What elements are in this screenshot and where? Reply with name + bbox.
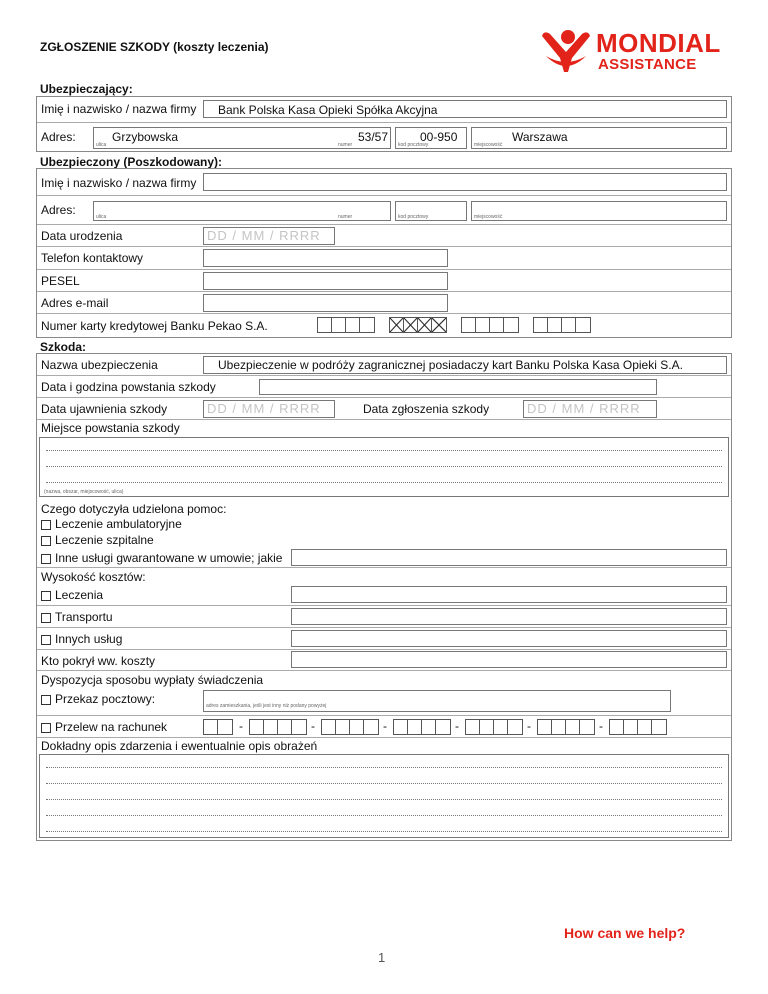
city-hint: miejscowość [474, 142, 503, 148]
account-digits-block-1[interactable] [249, 719, 307, 735]
insured-street-field[interactable] [93, 201, 391, 221]
insurer-address-row [37, 123, 731, 153]
postcode-hint: kod pocztowy [398, 214, 429, 220]
bank-transfer-label: Przelew na rachunek [55, 720, 168, 734]
cost-other-field[interactable] [291, 630, 727, 647]
payer-row [37, 650, 731, 671]
insured-frame [36, 168, 732, 338]
dotted-line [46, 783, 722, 784]
dotted-line [46, 466, 722, 467]
payout-label: Dyspozycja sposobu wypłaty świadczenia [41, 673, 264, 687]
section-insured: Ubezpieczony (Poszkodowany): [40, 155, 223, 169]
dotted-line [46, 767, 722, 768]
claim-place-field[interactable] [39, 437, 729, 497]
insurer-postcode-value: 00-950 [420, 130, 458, 144]
insured-postcode-field[interactable] [395, 201, 467, 221]
account-separator: - [455, 719, 459, 733]
payer-label: Kto pokrył ww. koszty [41, 654, 156, 668]
other-services-field[interactable] [291, 549, 727, 566]
card-row [37, 314, 731, 339]
insurer-frame [36, 96, 732, 152]
insurer-postcode-field[interactable] [395, 127, 467, 149]
insured-city-field[interactable] [471, 201, 727, 221]
description-label: Dokładny opis zdarzenia i ewentualnie opis obrażeń [41, 739, 318, 753]
insurance-name-field[interactable] [203, 356, 727, 374]
card-digits-group-4[interactable] [533, 317, 591, 333]
claim-datetime-field[interactable] [259, 379, 657, 395]
other-services-checkbox[interactable] [41, 554, 51, 564]
claim-place-hint: (nazwa, obszar, miejscowość, ulica) [44, 489, 124, 495]
form-title: ZGŁOSZENIE SZKODY (koszty leczenia) [40, 40, 269, 54]
account-digits-block-2[interactable] [321, 719, 379, 735]
postal-address-field[interactable] [203, 690, 671, 712]
disclosure-date-field[interactable]: DD / MM / RRRR [203, 400, 335, 418]
email-field[interactable] [203, 294, 448, 312]
cost-treatment-label: Leczenia [55, 588, 104, 602]
account-digits-block-4[interactable] [465, 719, 523, 735]
cost-other-label: Innych usług [55, 632, 123, 646]
insurer-name-row [37, 97, 731, 123]
insured-name-field[interactable] [203, 173, 727, 191]
birth-label: Data urodzenia [41, 229, 123, 243]
logo-text-mondial: MONDIAL [596, 28, 721, 58]
insurer-address-label: Adres: [41, 130, 76, 144]
postal-order-label: Przekaz pocztowy: [55, 692, 156, 706]
account-separator: - [383, 719, 387, 733]
insured-address-label: Adres: [41, 203, 76, 217]
email-row [37, 292, 731, 314]
phone-row [37, 247, 731, 270]
insurer-name-field[interactable] [203, 100, 727, 118]
bank-transfer-checkbox[interactable] [41, 723, 51, 733]
account-digits-check[interactable] [203, 719, 233, 735]
dotted-line [46, 831, 722, 832]
description-field[interactable] [39, 754, 729, 838]
insurer-street-value: Grzybowska [112, 130, 179, 144]
dotted-line [46, 815, 722, 816]
street-hint: ulica [96, 214, 107, 220]
cost-treatment-checkbox[interactable] [41, 591, 51, 601]
card-digits-group-1[interactable] [317, 317, 375, 333]
account-digits-block-6[interactable] [609, 719, 667, 735]
insured-name-row [37, 169, 731, 196]
insurer-street-field[interactable] [93, 127, 391, 149]
other-services-row [37, 547, 731, 568]
street-hint: ulica [96, 142, 107, 148]
claim-place-label: Miejsce powstania szkody [41, 421, 180, 435]
pesel-label: PESEL [41, 274, 80, 288]
insurance-name-label: Nazwa ubezpieczenia [41, 358, 158, 372]
insurer-name-label: Imię i nazwisko / nazwa firmy [41, 102, 197, 116]
assist-label: Czego dotyczyła udzielona pomoc: [41, 502, 227, 516]
postcode-hint: kod pocztowy [398, 142, 429, 148]
account-separator: - [599, 719, 603, 733]
birth-date-field[interactable]: DD / MM / RRRR [203, 227, 335, 245]
cost-transport-label: Transportu [55, 610, 113, 624]
dotted-line [46, 482, 722, 483]
section-insurer: Ubezpieczający: [40, 82, 133, 96]
insurer-city-field[interactable] [471, 127, 727, 149]
logo-text-assistance: ASSISTANCE [598, 56, 697, 73]
postal-order-checkbox[interactable] [41, 695, 51, 705]
claim-dates-row [37, 398, 731, 420]
hospital-checkbox[interactable] [41, 536, 51, 546]
phone-label: Telefon kontaktowy [41, 251, 144, 265]
other-services-label: Inne usługi gwarantowane w umowie; jakie [55, 551, 283, 565]
insured-address-row [37, 196, 731, 225]
account-separator: - [527, 719, 531, 733]
city-hint: miejscowość [474, 214, 503, 220]
cost-transport-field[interactable] [291, 608, 727, 625]
phone-field[interactable] [203, 249, 448, 267]
account-digits-block-5[interactable] [537, 719, 595, 735]
costs-label: Wysokość kosztów: [41, 570, 146, 584]
card-digits-group-2-masked [389, 317, 447, 333]
insurer-city-value: Warszawa [512, 130, 568, 144]
page-number: 1 [378, 950, 386, 965]
pesel-field[interactable] [203, 272, 448, 290]
logo-figure-icon [538, 26, 594, 74]
dotted-line [46, 450, 722, 451]
payer-field[interactable] [291, 651, 727, 668]
number-hint: numer [338, 142, 353, 148]
account-separator: - [311, 719, 315, 733]
postal-order-row [37, 688, 731, 716]
disclosure-date-label: Data ujawnienia szkody [41, 402, 168, 416]
mondial-assistance-logo [538, 26, 732, 78]
dotted-line [46, 799, 722, 800]
insurer-name-value: Bank Polska Kasa Opieki Spółka Akcyjna [218, 103, 438, 117]
account-separator: - [239, 719, 243, 733]
bank-transfer-row [37, 716, 731, 738]
cost-transport-checkbox[interactable] [41, 613, 51, 623]
outpatient-label: Leczenie ambulatoryjne [55, 517, 182, 531]
insured-name-label: Imię i nazwisko / nazwa firmy [41, 176, 197, 190]
cost-other-checkbox[interactable] [41, 635, 51, 645]
claim-datetime-row [37, 376, 731, 398]
section-claim: Szkoda: [40, 340, 87, 354]
outpatient-checkbox[interactable] [41, 520, 51, 530]
card-digits-group-3[interactable] [461, 317, 519, 333]
insurance-name-value: Ubezpieczenie w podróży zagranicznej posiadaczy kart Banku Polska Kasa Opieki S.A. [218, 358, 683, 372]
tagline: How can we help? [564, 925, 686, 941]
report-date-field[interactable]: DD / MM / RRRR [523, 400, 657, 418]
email-label: Adres e-mail [41, 296, 109, 310]
cost-other-row [37, 628, 731, 650]
pesel-row [37, 270, 731, 292]
number-hint: numer [338, 214, 353, 220]
account-digits-block-3[interactable] [393, 719, 451, 735]
insurance-name-row [37, 354, 731, 376]
cost-transport-row [37, 606, 731, 628]
claim-datetime-label: Data i godzina powstania szkody [41, 380, 216, 394]
cost-treatment-row [37, 584, 731, 606]
postal-address-hint: adres zamieszkania, jeśli jest inny niż podany powyżej [206, 703, 327, 709]
birth-row [37, 225, 731, 247]
card-label: Numer karty kredytowej Banku Pekao S.A. [41, 319, 268, 333]
cost-treatment-field[interactable] [291, 586, 727, 603]
hospital-label: Leczenie szpitalne [55, 533, 154, 547]
report-date-label: Data zgłoszenia szkody [363, 402, 490, 416]
insurer-number-value: 53/57 [358, 130, 389, 144]
claim-frame [36, 353, 732, 841]
